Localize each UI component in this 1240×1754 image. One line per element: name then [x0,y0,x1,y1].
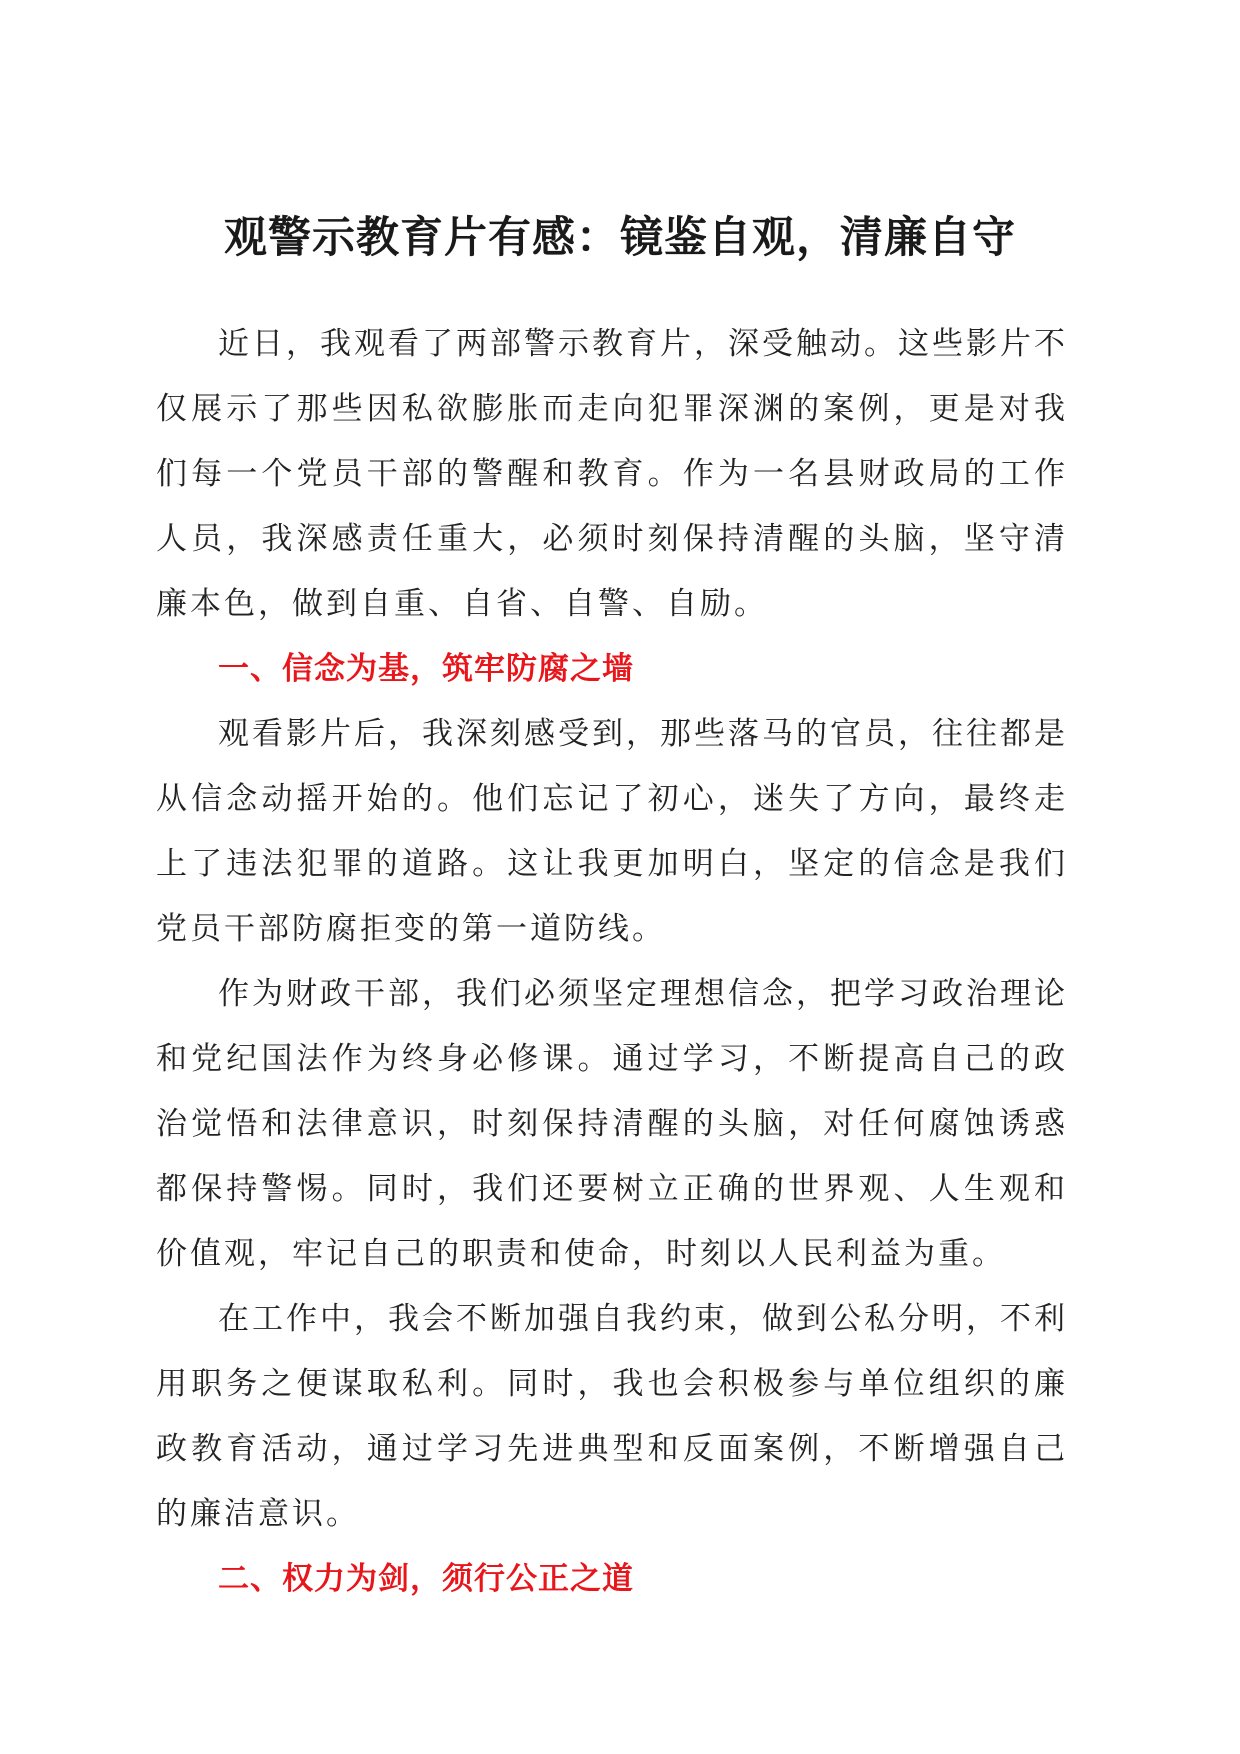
section-heading-1: 一、信念为基，筑牢防腐之墙 [218,651,634,687]
document-title: 观警示教育片有感：镜鉴自观，清廉自守 [224,213,1016,263]
paragraph-intro: 近日，我观看了两部警示教育片，深受触动。这些影片不仅展示了那些因私欲膨胀而走向犯罪深渊的案例，更是对我们每一个党员干部的警醒和教育。作为一名县财政局的工作人员，我深感责任重大，必须时刻保持清醒的头脑，坚守清廉本色，做到自重、自省、自警、自励。 [156,326,1068,622]
paragraph-1: 观看影片后，我深刻感受到，那些落马的官员，往往都是从信念动摇开始的。他们忘记了初心，迷失了方向，最终走上了违法犯罪的道路。这让我更加明白，坚定的信念是我们党员干部防腐拒变的第一道防线。 [156,716,1068,947]
document-body [156,312,1068,1612]
paragraph-2: 作为财政干部，我们必须坚定理想信念，把学习政治理论和党纪国法作为终身必修课。通过学习，不断提高自己的政治觉悟和法律意识，时刻保持清醒的头脑，对任何腐蚀诱惑都保持警惕。同时，我们还要树立正确的世界观、人生观和价值观，牢记自己的职责和使命，时刻以人民利益为重。 [156,976,1068,1272]
paragraph-3: 在工作中，我会不断加强自我约束，做到公私分明，不利用职务之便谋取私利。同时，我也会积极参与单位组织的廉政教育活动，通过学习先进典型和反面案例，不断增强自己的廉洁意识。 [156,1301,1068,1532]
section-heading-2: 二、权力为剑，须行公正之道 [218,1561,634,1597]
